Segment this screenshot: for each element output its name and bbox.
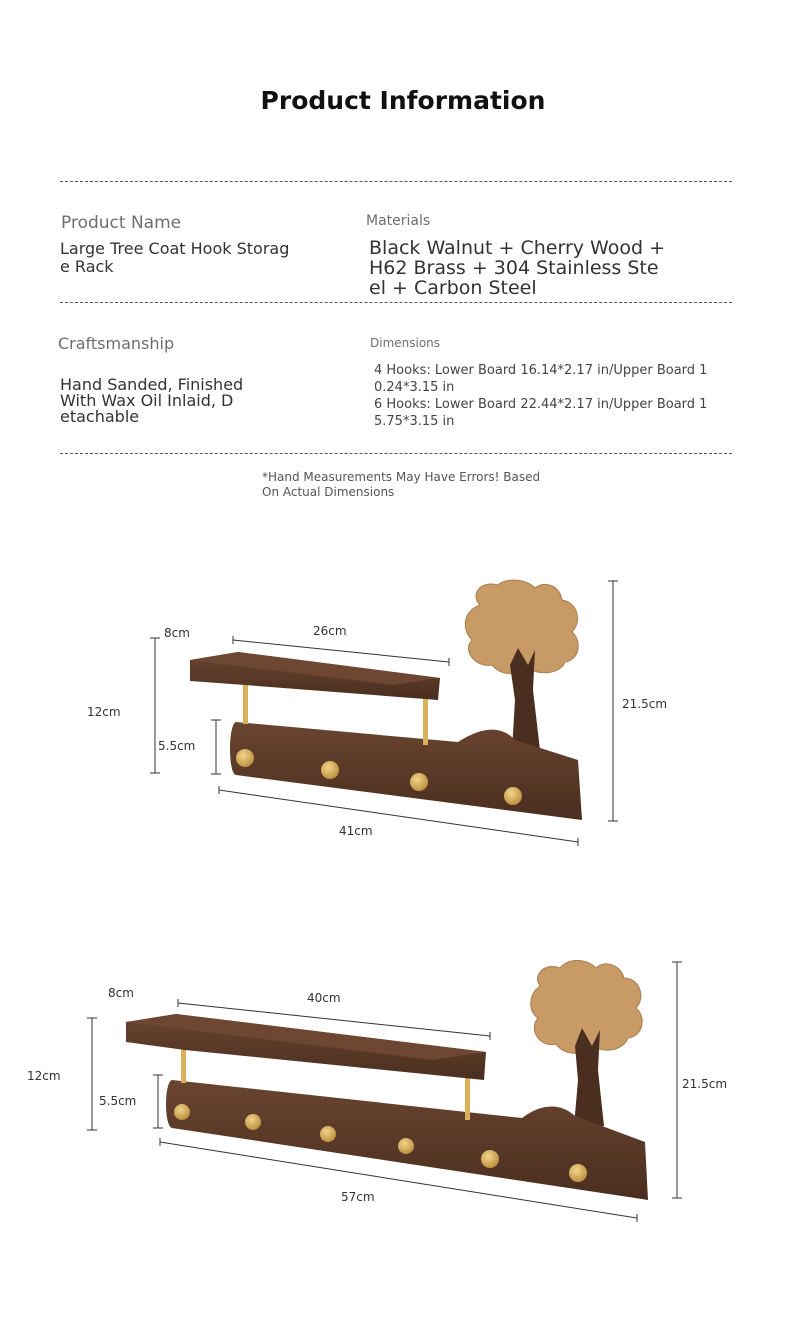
rack-illustration: [126, 961, 648, 1201]
dimensions-label: Dimensions: [370, 336, 441, 350]
shelf-width-label: 26cm: [313, 624, 347, 638]
product-name-label: Product Name: [61, 213, 182, 233]
product-name-value: Large Tree Coat Hook Storag e Rack: [60, 239, 290, 276]
dimensions-value: 4 Hooks: Lower Board 16.14*2.17 in/Upper Board 1 0.24*3.15 in 6 Hooks: Lower Board 22.44*2.17 in/Upper Board 1 5.75*3.15 in: [374, 363, 708, 429]
materials-value: Black Walnut + Cherry Wood + H62 Brass + 304 Stainless Ste el + Carbon Steel: [369, 237, 665, 299]
height-left-label: 12cm: [27, 1069, 61, 1083]
board-height-label: 5.5cm: [158, 739, 196, 753]
craftsmanship-label: Craftsmanship: [58, 334, 175, 353]
shelf-width-label: 40cm: [307, 991, 341, 1005]
measurement-note: *Hand Measurements May Have Errors! Based On Actual Dimensions: [262, 470, 541, 499]
height-right-label: 21.5cm: [622, 697, 668, 711]
board-length-label: 57cm: [341, 1190, 375, 1204]
board-length-label: 41cm: [339, 824, 373, 838]
brass-support: [181, 1045, 186, 1083]
hook: [174, 1104, 190, 1120]
board-height-label: 5.5cm: [99, 1094, 137, 1108]
hook: [398, 1138, 414, 1154]
height-left-label: 12cm: [87, 705, 121, 719]
hook: [320, 1126, 336, 1142]
shelf-depth-label: 8cm: [164, 626, 190, 640]
materials-label: Materials: [366, 213, 431, 229]
height-right-label: 21.5cm: [682, 1077, 728, 1091]
hook: [245, 1114, 261, 1130]
hook: [569, 1164, 587, 1182]
page-title: Product Information: [260, 86, 546, 115]
shelf-depth-label: 8cm: [108, 986, 134, 1000]
craftsmanship-value: Hand Sanded, Finished With Wax Oil Inlaid, D etachable: [60, 375, 244, 426]
hook: [481, 1150, 499, 1168]
